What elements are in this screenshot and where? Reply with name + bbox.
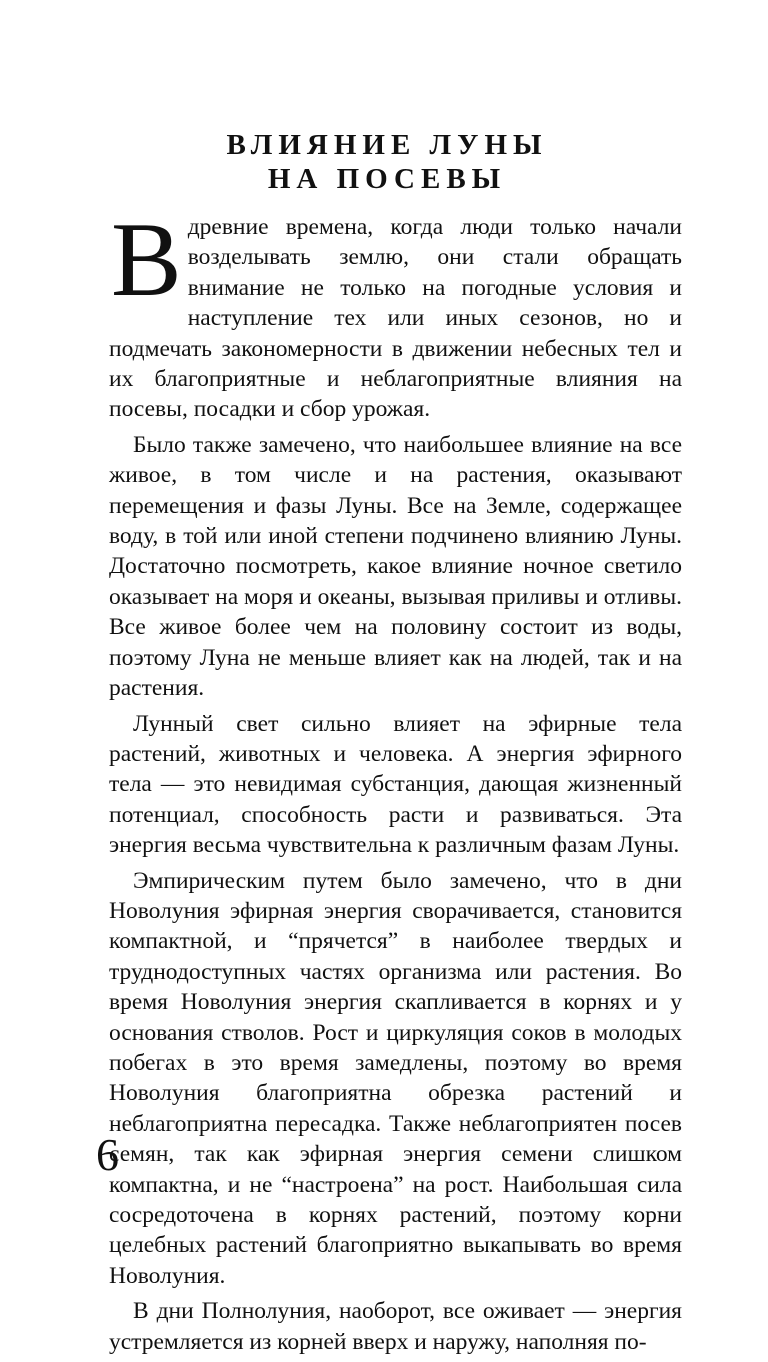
paragraph-3: Лунный свет сильно влияет на эфирные тела растений, животных и человека. А энергия эфирного тела — это невидимая субстанция, дающая жизненный потенциал, способность расти и развиваться. Эта энергия весьма чувствительна к различным фазам Луны. — [109, 710, 682, 859]
paragraph-5: В дни Полнолуния, наоборот, все оживает — энергия устремляется из корней вверх и наружу, наполняя по- — [109, 1298, 682, 1355]
chapter-title-line-1: ВЛИЯНИЕ ЛУНЫ — [226, 129, 548, 161]
paragraph-1 — [109, 201, 682, 425]
chapter-title — [0, 128, 768, 196]
chapter-body — [109, 201, 682, 1362]
paragraph-2: Было также замечено, что наибольшее влияние на все живое, в том числе и на растения, оказывают перемещения и фазы Луны. Все на Земле, содержащее воду, в той или иной степени подчинено влиянию Луны. Достаточно посмотреть, какое влияние ночное светило оказывает на моря и океаны, вызывая приливы и отливы. Все живое более чем на половину состоит из воды, поэтому Луна не меньше влияет как на людей, так и на растения. — [109, 431, 682, 702]
chapter-title-line-2: НА ПОСЕВЫ — [267, 163, 507, 195]
paragraph-1-text: древние времена, когда люди только начали возделывать землю, они стали обращать внимание не только на погодные условия и наступление тех или иных сезонов, но и подмечать закономерности в движении небесных тел и их благоприятные и неблагоприятные влияния на посевы, посадки и сбор урожая. — [109, 214, 682, 423]
drop-cap: В — [111, 201, 182, 318]
page-number: 6 — [96, 1129, 119, 1180]
paragraph-4: Эмпирическим путем было замечено, что в дни Новолуния эфирная энергия сворачивается, становится компактной, и “прячется” в наиболее твердых и труднодоступных частях организма или растения. Во время Новолуния энергия скапливается в корнях и у основания стволов. Рост и циркуляция соков в молодых побегах в это время замедлены, поэтому во время Новолуния благоприятна обрезка растений и неблагоприятна пересадка. Также неблагоприятен посев семян, так как эфирная энергия семени слишком компактна, и не “настроена” на рост. Наибольшая сила сосредоточена в корнях растений, поэтому корни целебных растений благоприятно выкапывать во время Новолуния. — [109, 867, 682, 1289]
